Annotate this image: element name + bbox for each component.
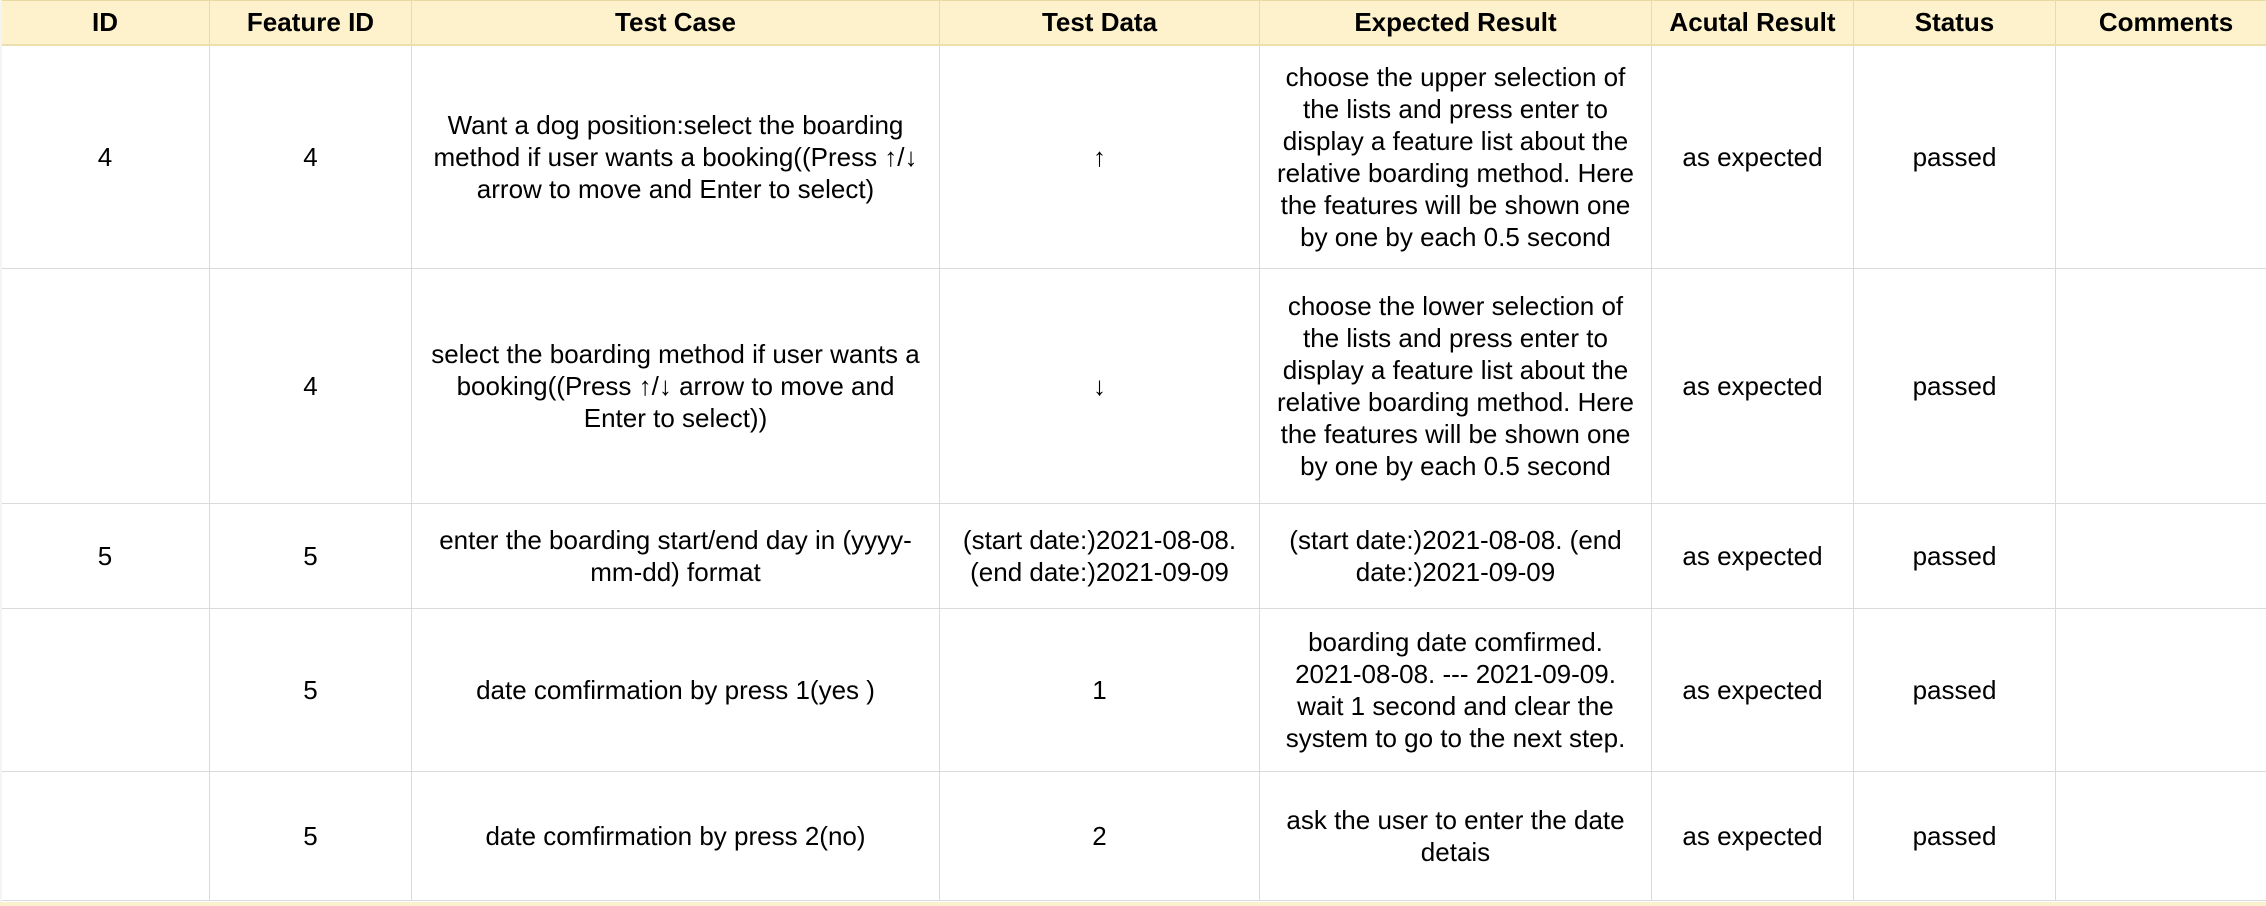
column-header-comments[interactable]: Comments [2056, 1, 2266, 46]
cell-test-data[interactable]: 1 [940, 609, 1260, 772]
cell-actual-result[interactable]: as expected [1652, 269, 1854, 504]
cell-id[interactable] [1, 772, 210, 901]
cell-comments[interactable] [2056, 772, 2266, 901]
cell-feature-id[interactable]: 4 [210, 269, 412, 504]
cell-id[interactable] [1, 609, 210, 772]
column-header-feature-id[interactable]: Feature ID [210, 1, 412, 46]
column-header-status[interactable]: Status [1854, 1, 2056, 46]
column-header-id[interactable]: ID [1, 1, 210, 46]
cell-feature-id[interactable]: 5 [210, 609, 412, 772]
table-row [1, 772, 2266, 901]
table-row [1, 269, 2266, 504]
cell-id[interactable]: 4 [1, 45, 210, 269]
cell-comments[interactable] [2056, 504, 2266, 609]
cell-comments[interactable] [2056, 45, 2266, 269]
cell-id[interactable] [1, 269, 210, 504]
column-header-actual-result[interactable]: Acutal Result [1652, 1, 1854, 46]
column-header-test-case[interactable]: Test Case [412, 1, 940, 46]
cell-test-data[interactable]: 2 [940, 772, 1260, 901]
header-row [1, 1, 2266, 46]
sheet-left-edge [0, 0, 2, 906]
cell-status[interactable]: passed [1854, 45, 2056, 269]
column-header-test-data[interactable]: Test Data [940, 1, 1260, 46]
cell-expected-result[interactable]: choose the upper selection of the lists and press enter to display a feature list about the relative boarding method. Here the features will be shown one by one by each 0.5 second [1260, 45, 1652, 269]
cell-test-case[interactable]: date comfirmation by press 2(no) [412, 772, 940, 901]
cell-test-data[interactable]: (start date:)2021-08-08. (end date:)2021-09-09 [940, 504, 1260, 609]
cell-test-case[interactable]: Want a dog position:select the boarding method if user wants a booking((Press ↑/↓ arrow to move and Enter to select) [412, 45, 940, 269]
cell-feature-id[interactable]: 5 [210, 504, 412, 609]
cell-id[interactable]: 5 [1, 504, 210, 609]
cell-comments[interactable] [2056, 609, 2266, 772]
cell-actual-result[interactable]: as expected [1652, 45, 1854, 269]
cell-expected-result[interactable]: (start date:)2021-08-08. (end date:)2021-09-09 [1260, 504, 1652, 609]
cell-expected-result[interactable]: boarding date comfirmed. 2021-08-08. --- 2021-09-09. wait 1 second and clear the system to go to the next step. [1260, 609, 1652, 772]
cell-feature-id[interactable]: 5 [210, 772, 412, 901]
table-header [1, 1, 2266, 46]
column-header-expected-result[interactable]: Expected Result [1260, 1, 1652, 46]
cell-status[interactable]: passed [1854, 772, 2056, 901]
table-body [1, 45, 2266, 901]
cell-test-data[interactable]: ↓ [940, 269, 1260, 504]
table-row [1, 504, 2266, 609]
cell-test-data[interactable]: ↑ [940, 45, 1260, 269]
cell-expected-result[interactable]: ask the user to enter the date detais [1260, 772, 1652, 901]
cell-test-case[interactable]: enter the boarding start/end day in (yyyy-mm-dd) format [412, 504, 940, 609]
cell-status[interactable]: passed [1854, 269, 2056, 504]
table-row [1, 609, 2266, 772]
cell-status[interactable]: passed [1854, 504, 2056, 609]
cell-feature-id[interactable]: 4 [210, 45, 412, 269]
selection-bottom-border [0, 902, 2266, 906]
cell-expected-result[interactable]: choose the lower selection of the lists and press enter to display a feature list about the relative boarding method. Here the features will be shown one by one by each 0.5 second [1260, 269, 1652, 504]
cell-test-case[interactable]: select the boarding method if user wants a booking((Press ↑/↓ arrow to move and Enter to select)) [412, 269, 940, 504]
cell-actual-result[interactable]: as expected [1652, 609, 1854, 772]
cell-actual-result[interactable]: as expected [1652, 772, 1854, 901]
cell-actual-result[interactable]: as expected [1652, 504, 1854, 609]
cell-test-case[interactable]: date comfirmation by press 1(yes ) [412, 609, 940, 772]
cell-comments[interactable] [2056, 269, 2266, 504]
cell-status[interactable]: passed [1854, 609, 2056, 772]
table-row [1, 45, 2266, 269]
